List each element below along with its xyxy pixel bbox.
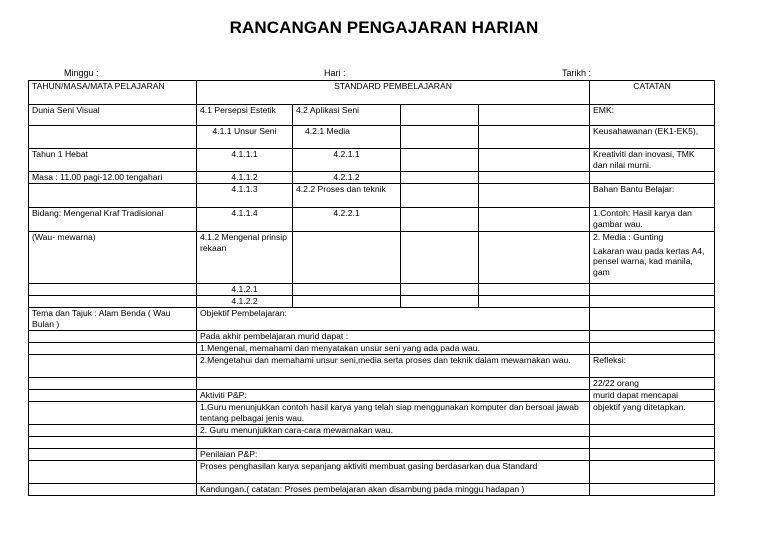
lakaran-text: Lakaran wau pada kertas A4, pensel warna, kad manila, gam <box>593 245 705 278</box>
cell-empty <box>590 331 715 343</box>
cell-contoh: 1.Contoh: Hasil karya dan gambar wau. <box>590 208 715 232</box>
cell-empty <box>29 355 197 378</box>
cell-empty <box>29 331 197 343</box>
cell-empty <box>590 308 715 331</box>
cell-empty <box>29 284 197 296</box>
cell-empty <box>401 126 479 149</box>
cell-refleksi: Refleksi: <box>590 355 715 378</box>
cell-empty <box>29 390 197 402</box>
cell-empty <box>293 232 401 284</box>
col-header-catatan: CATATAN <box>590 81 715 105</box>
cell-4-1-1-3: 4.1.1.3 <box>197 184 293 208</box>
cell-empty <box>293 284 401 296</box>
cell-empty <box>590 172 715 184</box>
cell-pada: Pada akhir pembelajaran murid dapat : <box>197 331 590 343</box>
cell-empty <box>29 296 197 308</box>
cell-empty <box>293 296 401 308</box>
cell-4-1-2: 4.1.2 Mengenal prinsip rekaan <box>197 232 293 284</box>
cell-bahan: Bahan Bantu Belajar: <box>590 184 715 208</box>
cell-aktiviti: Aktiviti P&P: <box>197 390 590 402</box>
cell-4-2-2: 4.2.2 Proses dan teknik <box>293 184 401 208</box>
cell-objektif-2: 2.Mengetahui dan memahami unsur seni,media serta proses dan teknik dalam mewarnakan wau. <box>197 355 590 378</box>
tarikh-label: Tarikh : <box>562 68 592 78</box>
cell-empty <box>29 461 197 484</box>
cell-4-2-1-2: 4.2.1.2 <box>293 172 401 184</box>
cell-empty <box>590 284 715 296</box>
cell-objektif-1: 1.Mengenal, memahami dan menyatakan unsur seni yang ada pada wau. <box>197 343 590 355</box>
minggu-label: Minggu : <box>64 68 99 78</box>
page-title: RANCANGAN PENGAJARAN HARIAN <box>229 18 539 37</box>
cell-empty <box>401 105 479 126</box>
cell-keusahawanan: Keusahawanan (EK1-EK5), <box>590 126 715 149</box>
cell-empty <box>29 437 197 449</box>
cell-empty <box>29 449 197 461</box>
cell-4-1: 4.1 Persepsi Estetik <box>197 105 293 126</box>
cell-empty <box>29 343 197 355</box>
cell-wau: (Wau- mewarna) <box>29 232 197 284</box>
cell-empty <box>590 461 715 484</box>
cell-empty <box>29 402 197 425</box>
cell-masa: Masa : 11.00 pagi-12.00 tengahari <box>29 172 197 184</box>
cell-empty <box>401 172 479 184</box>
cell-murid: murid dapat mencapai <box>590 390 715 402</box>
cell-empty <box>590 449 715 461</box>
cell-4-1-2-1: 4.1.2.1 <box>197 284 293 296</box>
cell-empty <box>29 425 197 437</box>
cell-empty <box>479 172 590 184</box>
cell-bidang: Bidang: Mengenal Kraf Tradisional <box>29 208 197 232</box>
cell-4-1-1-2: 4.1.1.2 <box>197 172 293 184</box>
cell-empty <box>479 284 590 296</box>
cell-empty <box>401 232 479 284</box>
cell-objektif-catatan: objektif yang ditetapkan. <box>590 402 715 425</box>
cell-empty <box>197 378 590 390</box>
cell-empty <box>479 232 590 284</box>
cell-empty <box>479 149 590 172</box>
cell-empty <box>479 105 590 126</box>
lesson-plan-table <box>28 80 715 496</box>
cell-empty <box>590 437 715 449</box>
cell-penilaian: Penilaian P&P: <box>197 449 590 461</box>
cell-4-2: 4.2 Aplikasi Seni <box>293 105 401 126</box>
cell-4-1-1: 4.1.1 Unsur Seni <box>197 126 293 149</box>
media-text: 2. Media : Gunting <box>593 232 664 242</box>
cell-empty <box>590 484 715 496</box>
cell-dunia: Dunia Seni Visual <box>29 105 197 126</box>
cell-empty <box>401 149 479 172</box>
cell-4-2-1-1: 4.2.1.1 <box>293 149 401 172</box>
cell-empty <box>479 126 590 149</box>
cell-4-2-2-1: 4.2.2.1 <box>293 208 401 232</box>
cell-aktiviti-2: 2. Guru menunjukkan cara-cara mewarnakan wau. <box>197 425 590 437</box>
cell-empty <box>590 343 715 355</box>
cell-tema: Tema dan Tajuk : Alam Benda ( Wau Bulan ) <box>29 308 197 331</box>
cell-objektif: Objektif Pembelajaran: <box>197 308 590 331</box>
cell-empty <box>401 208 479 232</box>
cell-empty <box>29 378 197 390</box>
cell-media <box>590 232 715 284</box>
cell-4-2-1: 4.2.1 Media <box>293 126 401 149</box>
cell-empty <box>401 296 479 308</box>
cell-empty <box>479 184 590 208</box>
cell-4-1-1-1: 4.1.1.1 <box>197 149 293 172</box>
col-header-standard: STANDARD PEMBELAJARAN <box>197 81 590 105</box>
cell-empty <box>590 425 715 437</box>
cell-empty <box>29 184 197 208</box>
cell-aktiviti-1: 1.Guru menunjukkan contoh hasil karya yang telah siap menggunakan komputer dan bersoal jawab tentang pelbagai jenis wau. <box>197 402 590 425</box>
cell-empty <box>401 284 479 296</box>
cell-kreativiti: Kreativiti dan inovasi, TMK dan nilai murni. <box>590 149 715 172</box>
cell-empty <box>590 296 715 308</box>
cell-proses: Proses penghasilan karya sepanjang aktiviti membuat gasing berdasarkan dua Standard <box>197 461 590 484</box>
cell-empty <box>197 437 590 449</box>
cell-orang: 22/22 orang <box>590 378 715 390</box>
cell-empty <box>401 184 479 208</box>
cell-kandungan: Kandungan.( catatan: Proses pembelajaran akan disambung pada minggu hadapan ) <box>197 484 590 496</box>
cell-empty <box>29 484 197 496</box>
cell-4-1-2-2: 4.1.2.2 <box>197 296 293 308</box>
col-header-tahun: TAHUN/MASA/MATA PELAJARAN <box>29 81 197 105</box>
cell-4-1-1-4: 4.1.1.4 <box>197 208 293 232</box>
cell-empty <box>479 296 590 308</box>
cell-emk: EMK: <box>590 105 715 126</box>
cell-empty <box>479 208 590 232</box>
cell-empty <box>29 126 197 149</box>
cell-tahun: Tahun 1 Hebat <box>29 149 197 172</box>
hari-label: Hari : <box>324 68 346 78</box>
